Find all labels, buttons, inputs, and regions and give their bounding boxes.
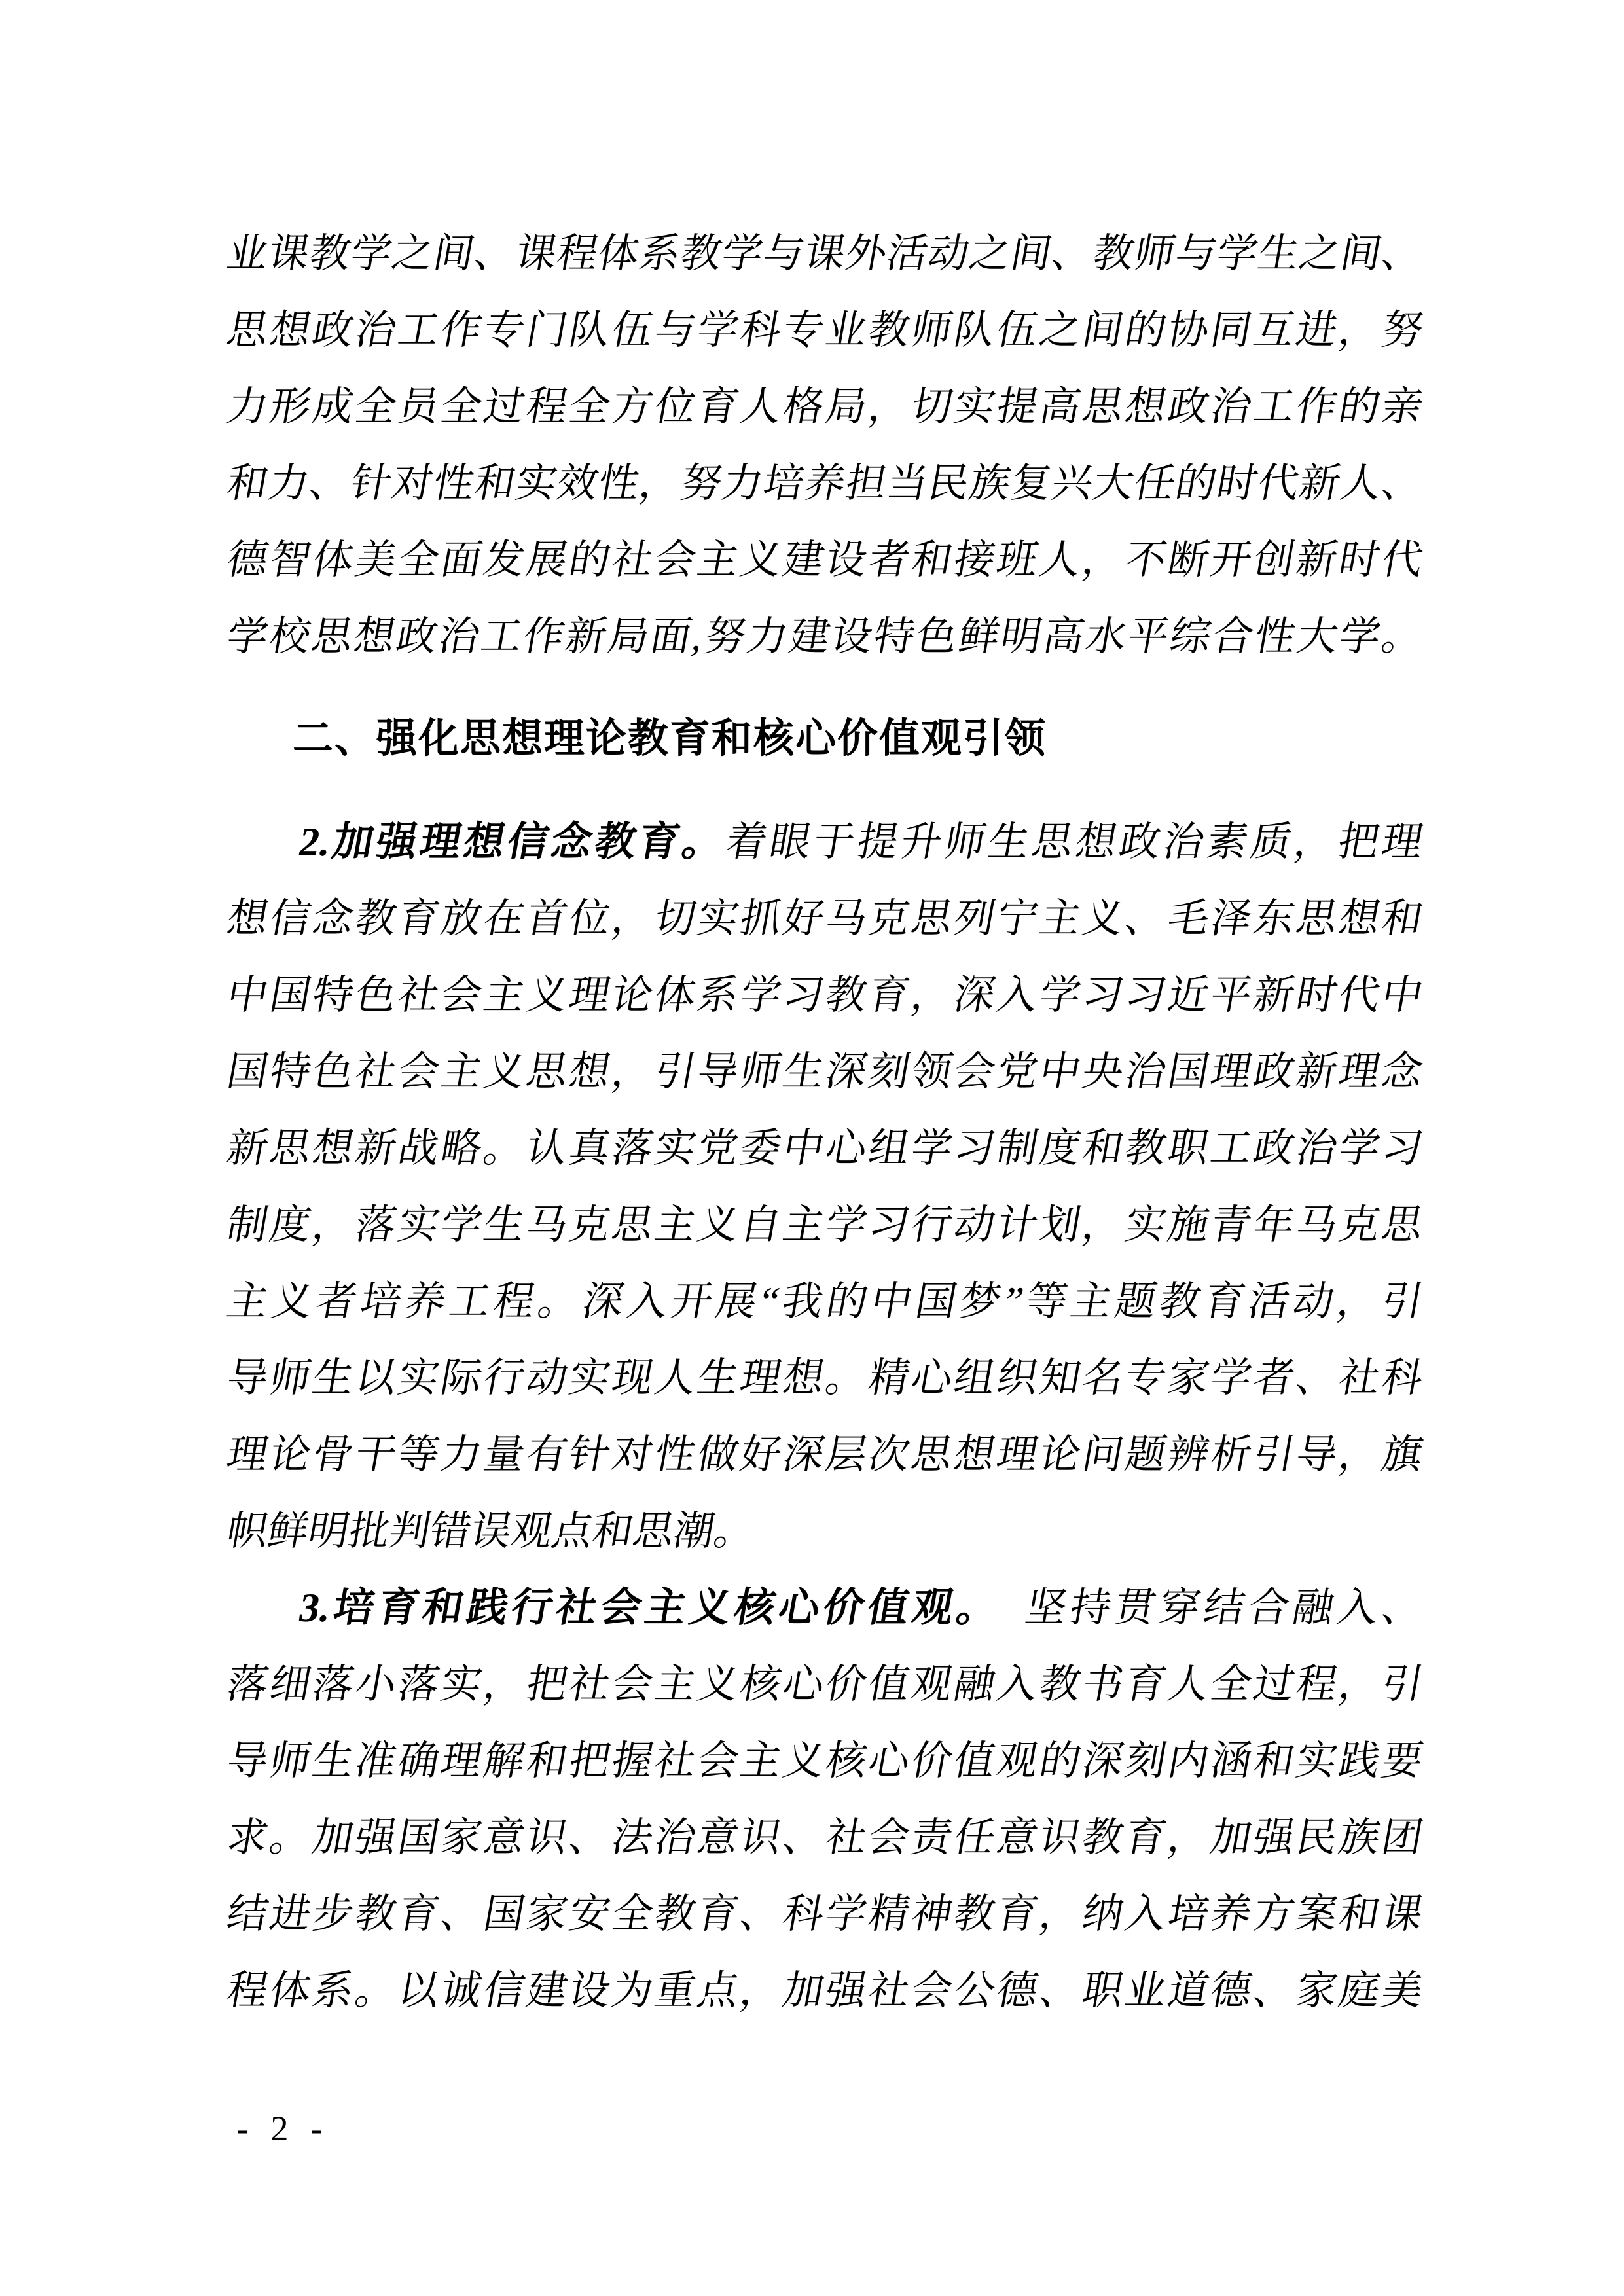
run-text: 主义者培养工程。深入开展“我的中国梦”等主题教育活动，引 — [223, 1280, 1427, 1324]
run-text: 国特色社会主义思想，引导师生深刻领会党中央治国理政新理念 — [223, 1050, 1427, 1094]
paragraph — [221, 1570, 1427, 2030]
run-text: 着眼于提升师生思想政治素质，把理 — [722, 820, 1427, 865]
body-line — [221, 1647, 1430, 1723]
run-text: 新思想新战略。认真落实党委中心组学习制度和教职工政治学习 — [223, 1126, 1427, 1171]
body-line — [221, 446, 1430, 522]
run-text: 中国特色社会主义理论体系学习教育，深入学习习近平新时代中 — [223, 973, 1427, 1018]
run-text: 业课教学之间、课程体系教学与课外活动之间、教师与学生之间、 — [223, 232, 1427, 276]
body-line — [221, 1723, 1430, 1800]
body-line — [221, 1034, 1430, 1111]
run-text: 德智体美全面发展的社会主义建设者和接班人，不断开创新时代 — [223, 538, 1427, 583]
body-line — [221, 804, 1430, 881]
run-text: 程体系。以诚信建设为重点，加强社会公德、职业道德、家庭美 — [223, 1969, 1427, 2013]
body-line — [221, 369, 1430, 446]
run-text: 制度，落实学生马克思主义自主学习行动计划，实施青年马克思 — [223, 1203, 1427, 1247]
body-line — [221, 1187, 1430, 1264]
body-line — [221, 1264, 1430, 1340]
body-line — [221, 1340, 1430, 1417]
run-text: 学校思想政治工作新局面,努力建设特色鲜明高水平综合性大学。 — [223, 615, 1427, 659]
body-line — [221, 958, 1430, 1034]
body-line — [221, 1494, 1430, 1570]
paragraph — [221, 216, 1427, 675]
run-text: 力形成全员全过程全方位育人格局，切实提高思想政治工作的亲 — [223, 385, 1427, 429]
run-text: 结进步教育、国家安全教育、科学精神教育，纳入培养方案和课 — [223, 1892, 1427, 1937]
body-line — [221, 522, 1430, 599]
run-text: 和力、针对性和实效性，努力培养担当民族复兴大任的时代新人、 — [223, 461, 1427, 506]
run-text: 导师生准确理解和把握社会主义核心价值观的深刻内涵和实践要 — [223, 1739, 1427, 1784]
body-line — [221, 1111, 1430, 1187]
run-emphasis: 2.加强理想信念教育。 — [295, 820, 731, 865]
body-line — [221, 1800, 1430, 1876]
body-line — [221, 1417, 1430, 1494]
body-line — [221, 881, 1430, 958]
run-text: 落细落小落实，把社会主义核心价值观融入教书育人全过程，引 — [223, 1662, 1427, 1707]
body-line — [221, 1570, 1430, 1647]
document-body — [221, 216, 1427, 2030]
run-emphasis: 3.培育和践行社会主义核心价值观。 — [295, 1586, 986, 1630]
run-text: 求。加强国家意识、法治意识、社会责任意识教育，加强民族团 — [223, 1816, 1427, 1860]
body-line — [221, 1953, 1430, 2030]
run-text: 导师生以实际行动实现人生理想。精心组织知名专家学者、社科 — [223, 1356, 1427, 1401]
run-text: 想信念教育放在首位，切实抓好马克思列宁主义、毛泽东思想和 — [223, 897, 1427, 941]
body-line — [221, 1876, 1430, 1953]
body-line — [221, 599, 1430, 675]
page-number: - 2 - — [237, 2109, 329, 2148]
run-text: 帜鲜明批判错误观点和思潮。 — [223, 1509, 759, 1554]
run-text: 思想政治工作专门队伍与学科专业教师队伍之间的协同互进，努 — [223, 308, 1427, 353]
run-text: 坚持贯穿结合融入、 — [977, 1586, 1427, 1630]
paragraph — [221, 804, 1427, 1570]
body-line — [221, 216, 1430, 293]
run-text: 理论骨干等力量有针对性做好深层次思想理论问题辨析引导，旗 — [223, 1433, 1427, 1477]
section-heading: 二、强化思想理论教育和核心价值观引领 — [293, 716, 1047, 761]
body-line — [221, 293, 1430, 369]
